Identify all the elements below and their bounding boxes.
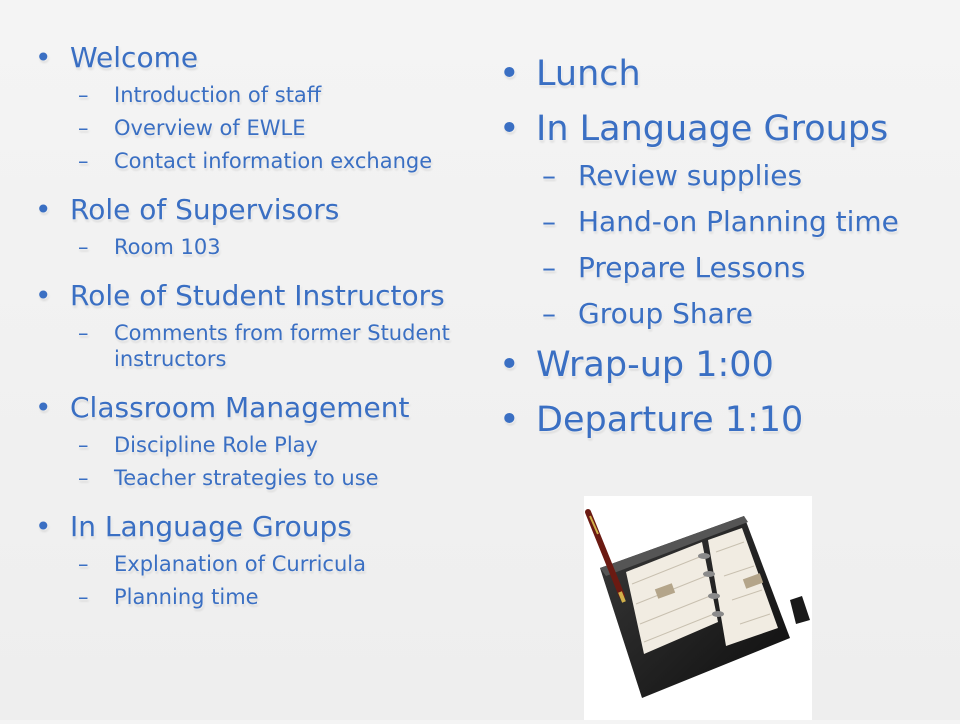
planner-image	[584, 496, 812, 720]
agenda-subitem: – Room 103	[36, 234, 476, 260]
agenda-item-lunch: • Lunch	[500, 54, 940, 94]
agenda-subitem: – Hand-on Planning time	[500, 206, 940, 238]
agenda-item-welcome: • Welcome	[36, 42, 476, 74]
agenda-item-classroom-management: • Classroom Management	[36, 392, 476, 424]
agenda-subitem: – Prepare Lessons	[500, 252, 940, 284]
agenda-subitem: – Introduction of staff	[36, 82, 476, 108]
agenda-item-in-language-groups: • In Language Groups	[500, 109, 940, 149]
agenda-subitem: – Discipline Role Play	[36, 432, 476, 458]
agenda-subitem: – Planning time	[36, 584, 476, 610]
agenda-item-role-of-supervisors: • Role of Supervisors	[36, 194, 476, 226]
agenda-item-in-language-groups: • In Language Groups	[36, 511, 476, 543]
agenda-subitem: – Overview of EWLE	[36, 115, 476, 141]
agenda-item-wrap-up: • Wrap-up 1:00	[500, 345, 940, 385]
agenda-subitem: – Comments from former Student instructors	[36, 320, 476, 372]
agenda-right-column	[500, 54, 940, 440]
open-planner-with-pen-icon	[584, 496, 812, 720]
agenda-subitem: – Review supplies	[500, 160, 940, 192]
agenda-item-role-of-student-instructors: • Role of Student Instructors	[36, 280, 476, 312]
agenda-left-column	[36, 42, 476, 610]
agenda-item-departure: • Departure 1:10	[500, 400, 940, 440]
agenda-subitem: – Explanation of Curricula	[36, 551, 476, 577]
agenda-subitem: – Teacher strategies to use	[36, 465, 476, 491]
agenda-subitem: – Group Share	[500, 298, 940, 330]
agenda-subitem: – Contact information exchange	[36, 148, 476, 174]
